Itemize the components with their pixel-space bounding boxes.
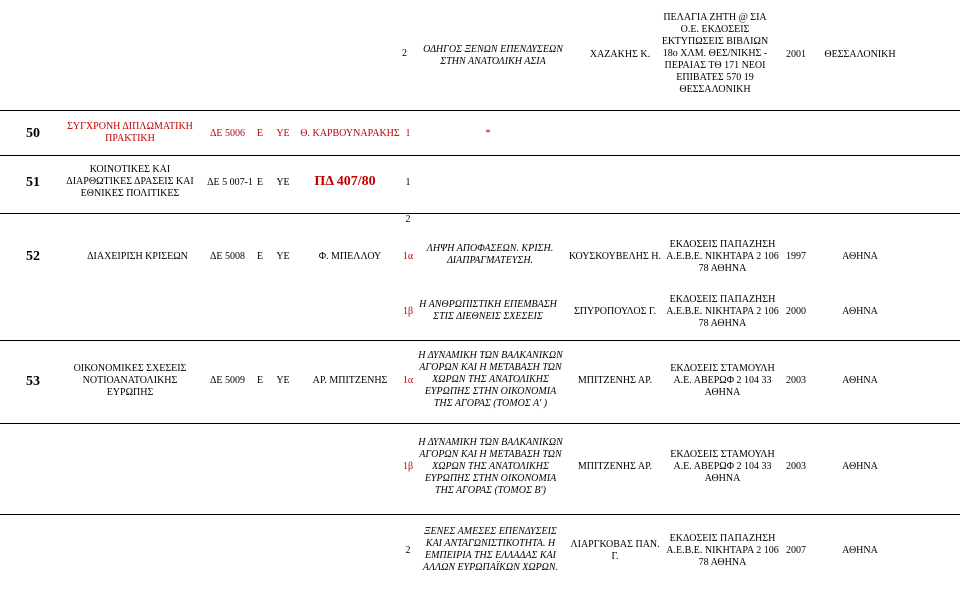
book-count: 1: [405, 177, 411, 188]
book-publisher: ΕΚΔΟΣΕΙΣ ΣΤΑΜΟΥΛΗ Α.Ε. ΑΒΕΡΩΦ 2 104 33 ΑΘΗΝΑ: [670, 363, 775, 398]
book-id: 1β: [402, 306, 414, 317]
book-year: 1997: [786, 251, 806, 262]
course-kind: ΥΕ: [276, 128, 290, 139]
book-city: ΑΘΗΝΑ: [842, 375, 878, 386]
book-year: 2001: [786, 49, 806, 60]
book-author: ΛΙΑΡΓΚΟΒΑΣ ΠΑΝ. Γ.: [570, 539, 660, 562]
course-teacher: ΠΔ 407/80: [314, 174, 376, 189]
course-teacher: ΑΡ. ΜΠΙΤΖΕΝΗΣ: [312, 375, 388, 386]
book-publisher: ΕΚΔΟΣΕΙΣ ΠΑΠΑΖΗΣΗ Α.Ε.Β.Ε. ΝΙΚΗΤΑΡΑ 2 106 78 ΑΘΗΝΑ: [666, 294, 779, 329]
course-code: ΔΕ 5006: [209, 128, 246, 139]
row-separator: [0, 514, 960, 515]
book-author: ΣΠΥΡΟΠΟΥΛΟΣ Γ.: [573, 306, 657, 317]
row-separator: [0, 340, 960, 341]
row-separator: [0, 155, 960, 156]
book-author: ΧΑΖΑΚΗΣ Κ.: [589, 49, 651, 60]
book-id: 1α: [402, 375, 414, 386]
book-title: ΟΔΗΓΟΣ ΞΕΝΩΝ ΕΠΕΝΔΥΣΕΩΝ ΣΤΗΝ ΑΝΑΤΟΛΙΚΗ ΑΣΙΑ: [423, 44, 563, 67]
book-title: Η ΔΥΝΑΜΙΚΗ ΤΩΝ ΒΑΛΚΑΝΙΚΩΝ ΑΓΟΡΩΝ ΚΑΙ Η ΜΕΤΑΒΑΣΗ ΤΩΝ ΧΩΡΩΝ ΤΗΣ ΑΝΑΤΟΛΙΚΗΣ ΕΥΡΩΠΗΣ ΣΤΗΝ ΟΙΚΟΝΟΜΙΑ ΤΗΣ ΑΓΟΡΑΣ (ΤΟΜΟΣ Α' ): [418, 350, 563, 409]
course-teacher: Φ. ΜΠΕΛΛΟΥ: [318, 251, 382, 262]
course-title: ΟΙΚΟΝΟΜΙΚΕΣ ΣΧΕΣΕΙΣ ΝΟΤΙΟΑΝΑΤΟΛΙΚΗΣ ΕΥΡΩΠΗΣ: [73, 363, 187, 398]
book-city: ΑΘΗΝΑ: [842, 461, 878, 472]
book-id: 1β: [402, 461, 414, 472]
course-kind: ΥΕ: [276, 251, 290, 262]
book-year: 2000: [786, 306, 806, 317]
book-city: ΑΘΗΝΑ: [842, 251, 878, 262]
book-publisher: ΕΚΔΟΣΕΙΣ ΠΑΠΑΖΗΣΗ Α.Ε.Β.Ε. ΝΙΚΗΤΑΡΑ 2 106 78 ΑΘΗΝΑ: [666, 533, 779, 568]
book-year: 2003: [786, 461, 806, 472]
row-separator: [0, 423, 960, 424]
book-author: ΚΟΥΣΚΟΥΒΕΛΗΣ Η.: [568, 251, 662, 262]
course-type: Ε: [256, 177, 264, 188]
book-author: ΜΠΙΤΖΕΝΗΣ ΑΡ.: [577, 461, 653, 472]
book-publisher: ΕΚΔΟΣΕΙΣ ΠΑΠΑΖΗΣΗ Α.Ε.Β.Ε. ΝΙΚΗΤΑΡΑ 2 106 78 ΑΘΗΝΑ: [666, 239, 779, 274]
row-separator: [0, 213, 960, 214]
book-publisher: ΠΕΛΑΓΙΑ ΖΗΤΗ @ ΣΙΑ Ο.Ε. ΕΚΔΟΣΕΙΣ ΕΚΤΥΠΩΣΕΙΣ ΒΙΒΛΙΩΝ 18ο ΧΛΜ. ΘΕΣ/ΝΙΚΗΣ - ΠΕΡΑΙΑΣ ΤΘ 171 ΝΕΟΙ ΕΠΙΒΑΤΕΣ 570 19 ΘΕΣΣΑΛΟΝΙΚΗ: [661, 12, 769, 95]
book-title: Η ΔΥΝΑΜΙΚΗ ΤΩΝ ΒΑΛΚΑΝΙΚΩΝ ΑΓΟΡΩΝ ΚΑΙ Η ΜΕΤΑΒΑΣΗ ΤΩΝ ΧΩΡΩΝ ΤΗΣ ΑΝΑΤΟΛΙΚΗΣ ΕΥΡΩΠΗΣ ΣΤΗΝ ΟΙΚΟΝΟΜΙΑ ΤΗΣ ΑΓΟΡΑΣ (ΤΟΜΟΣ Β'): [418, 437, 563, 496]
course-code: ΔΕ 5009: [209, 375, 246, 386]
course-code: ΔΕ 5 007-1: [207, 177, 253, 188]
book-count: 2: [405, 545, 411, 556]
book-publisher: ΕΚΔΟΣΕΙΣ ΣΤΑΜΟΥΛΗ Α.Ε. ΑΒΕΡΩΦ 2 104 33 ΑΘΗΝΑ: [670, 449, 775, 484]
book-count: 2: [402, 48, 407, 59]
star-mark: *: [485, 128, 491, 139]
course-type: Ε: [256, 375, 264, 386]
book-title: Η ΑΝΘΡΩΠΙΣΤΙΚΗ ΕΠΕΜΒΑΣΗ ΣΤΙΣ ΔΙΕΘΝΕΙΣ ΣΧΕΣΕΙΣ: [419, 299, 557, 322]
course-type: Ε: [256, 128, 264, 139]
row-number: 52: [26, 249, 40, 264]
course-title: ΚΟΙΝΟΤΙΚΕΣ ΚΑΙ ΔΙΑΡΘΩΤΙΚΕΣ ΔΡΑΣΕΙΣ ΚΑΙ ΕΘΝΙΚΕΣ ΠΟΛΙΤΙΚΕΣ: [66, 164, 194, 199]
course-type: Ε: [256, 251, 264, 262]
row-number: 53: [26, 374, 40, 389]
row-number: 50: [26, 126, 40, 141]
book-title: ΞΕΝΕΣ ΑΜΕΣΕΣ ΕΠΕΝΔΥΣΕΙΣ ΚΑΙ ΑΝΤΑΓΩΝΙΣΤΙΚΟΤΗΤΑ. Η ΕΜΠΕΙΡΙΑ ΤΗΣ ΕΛΛΑΔΑΣ ΚΑΙ ΑΛΛΩΝ ΕΥΡΩΠΑΪΚΩΝ ΧΩΡΩΝ.: [422, 526, 559, 573]
course-teacher: Θ. ΚΑΡΒΟΥΝΑΡΑΚΗΣ: [300, 128, 400, 139]
book-city: ΑΘΗΝΑ: [842, 545, 878, 556]
book-year: 2007: [786, 545, 806, 556]
course-code: ΔΕ 5008: [209, 251, 246, 262]
course-title: ΔΙΑΧΕΙΡΙΣΗ ΚΡΙΣΕΩΝ: [87, 251, 188, 262]
book-id: 1α: [402, 251, 414, 262]
extra-count: 2: [405, 214, 411, 225]
book-title: ΛΗΨΗ ΑΠΟΦΑΣΕΩΝ. ΚΡΙΣΗ. ΔΙΑΠΡΑΓΜΑΤΕΥΣΗ.: [426, 243, 554, 266]
book-author: ΜΠΙΤΖΕΝΗΣ ΑΡ.: [577, 375, 653, 386]
book-count: 1: [405, 128, 411, 139]
course-kind: ΥΕ: [276, 177, 290, 188]
book-city: ΘΕΣΣΑΛΟΝΙΚΗ: [824, 49, 896, 60]
row-number: 51: [26, 175, 40, 190]
course-title: ΣΥΓΧΡΟΝΗ ΔΙΠΛΩΜΑΤΙΚΗ ΠΡΑΚΤΙΚΗ: [67, 121, 193, 144]
row-separator: [0, 110, 960, 111]
book-city: ΑΘΗΝΑ: [842, 306, 878, 317]
book-year: 2003: [786, 375, 806, 386]
course-kind: ΥΕ: [276, 375, 290, 386]
